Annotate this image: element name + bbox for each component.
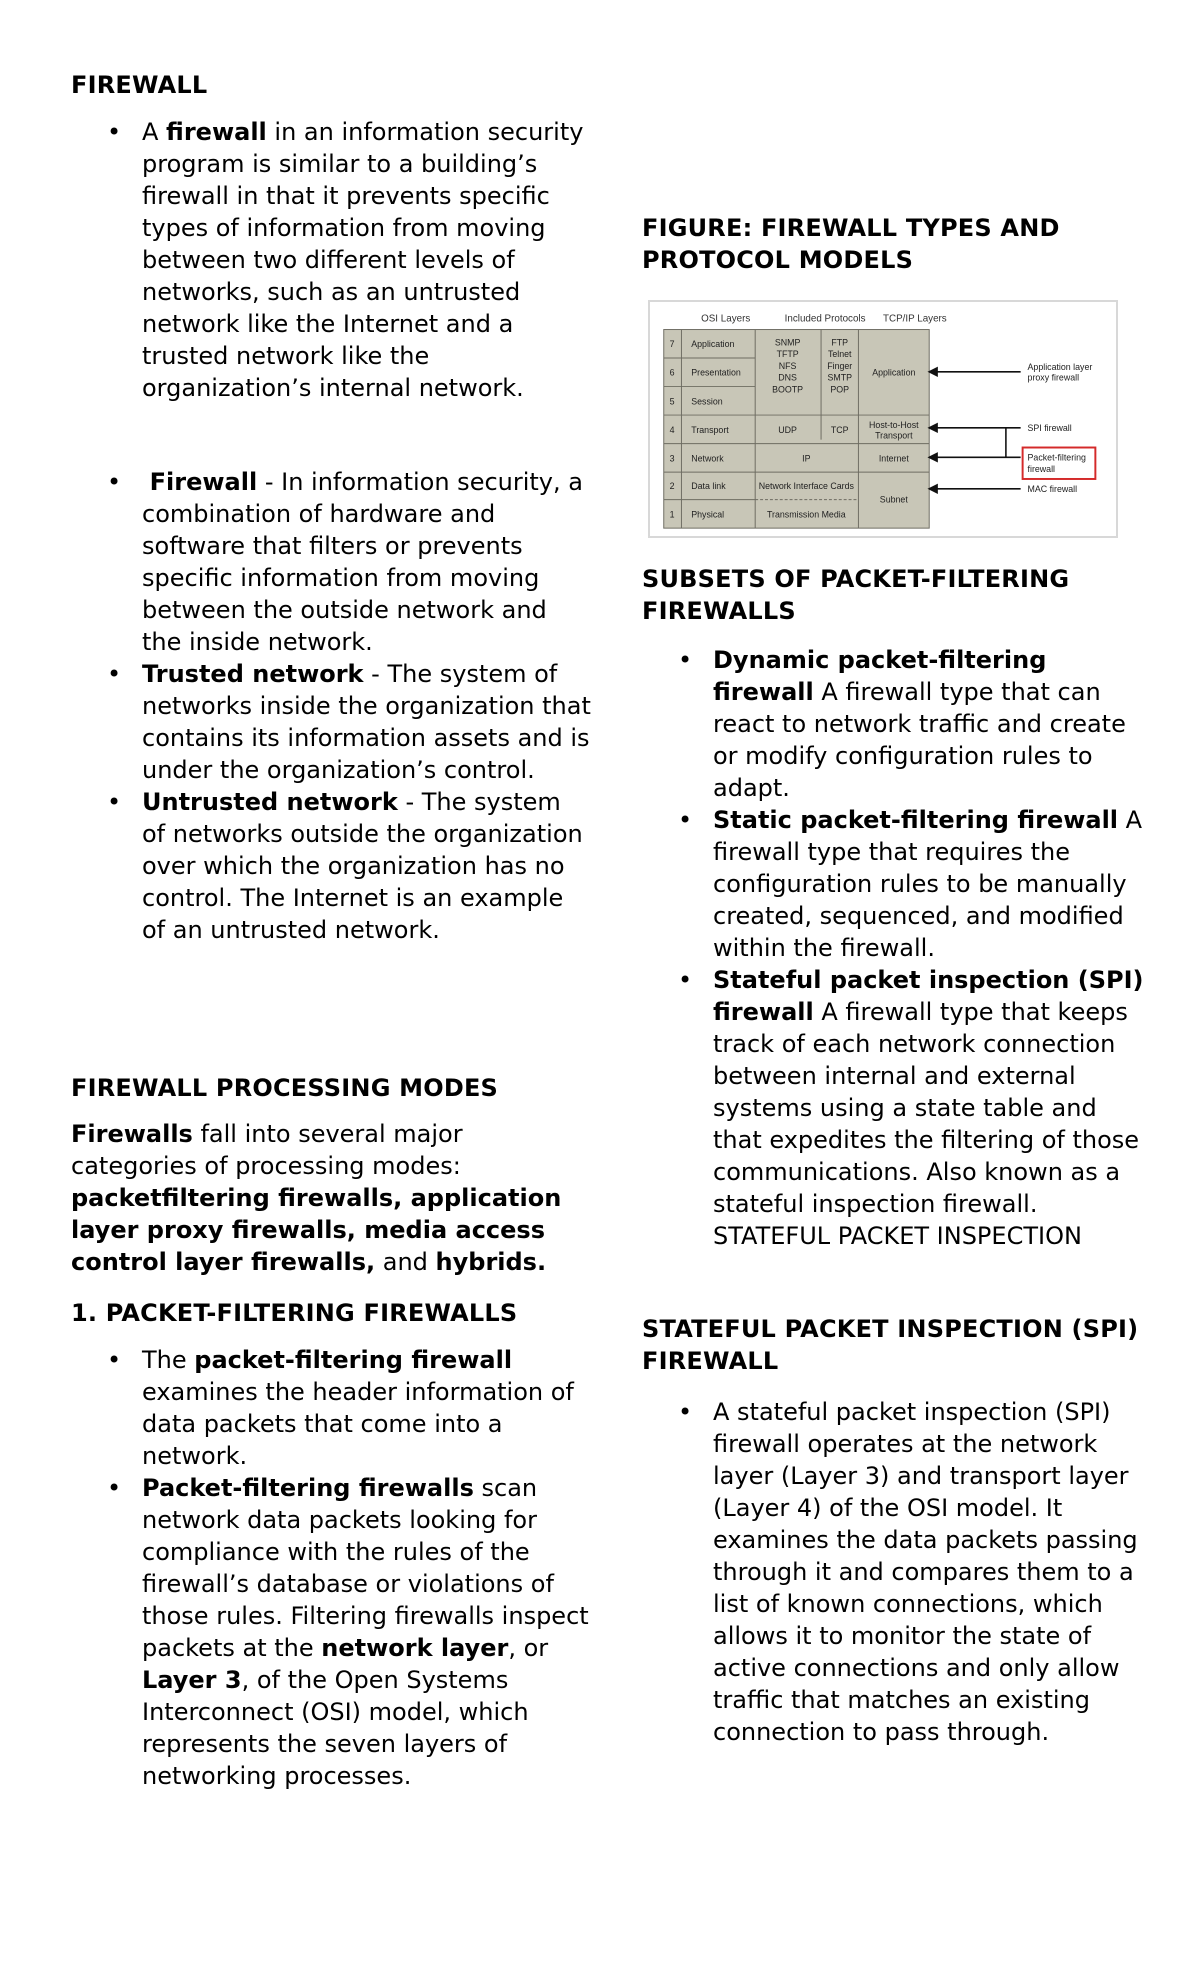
osi-layer-name: Session [691, 396, 723, 407]
protocol-label: Telnet [827, 349, 852, 360]
list-item: • Trusted network - The system of networks inside the organization that contains its information assets and is under the organization’s control. [71, 658, 591, 786]
label-packet-filtering-firewall: firewall [1027, 464, 1056, 475]
packet-filtering-list [71, 1344, 591, 1792]
list-item: • A stateful packet inspection (SPI) firewall operates at the network layer (Layer 3) and transport layer (Layer 4) of the OSI model. It examines the data packets passing through it and compares them to a list of known connections, which allows it to monitor the state of active connections and only allow traffic that matches an existing connection to pass through. [642, 1396, 1147, 1748]
protocol-label: FTP [831, 337, 849, 348]
subsets-list [642, 644, 1147, 1252]
osi-layer-name: Transport [691, 424, 729, 435]
protocol-label: NFS [778, 360, 797, 371]
heading-packet-filtering: 1. PACKET-FILTERING FIREWALLS [71, 1299, 518, 1327]
list-item: • Untrusted network - The system of networks outside the organization over which the organization has no control. The Internet is an example of an untrusted network. [71, 786, 591, 946]
protocol-label: SMTP [827, 372, 853, 383]
figure-heading: FIGURE: FIREWALL TYPES AND PROTOCOL MODELS [642, 214, 1060, 274]
firewall-definition-list [71, 116, 591, 404]
protocol-label: Finger [827, 360, 853, 371]
protocol-label: SNMP [774, 337, 801, 348]
list-item: • Firewall - In information security, a combination of hardware and software that filters or prevents specific information from moving between the outside network and the inside network. [71, 466, 591, 658]
tcpip-application: Application [872, 367, 916, 378]
osi-layer-number: 4 [669, 424, 675, 435]
protocol-label: TFTP [776, 349, 799, 360]
osi-layer-number: 7 [669, 339, 675, 350]
header-tcpip-layers: TCP/IP Layers [883, 313, 947, 325]
heading-processing-modes: FIREWALL PROCESSING MODES [71, 1074, 499, 1102]
label-app-proxy-firewall: Application layer [1027, 361, 1093, 372]
list-item: • Stateful packet inspection (SPI) firewall A firewall type that keeps track of each network connection between internal and external systems using a state table and that expedites the filtering of those communications. Also known as a stateful inspection firewall. STATEFUL PACKET INSPECTION [642, 964, 1147, 1252]
osi-layer-name: Application [691, 339, 735, 350]
heading-spi: STATEFUL PACKET INSPECTION (SPI) FIREWALL [642, 1315, 1139, 1375]
protocol-nic: Network Interface Cards [758, 480, 854, 491]
osi-layer-number: 3 [669, 453, 675, 464]
list-item: • Packet-filtering firewalls scan network data packets looking for compliance with the rules of the firewall’s database or violations of those rules. Filtering firewalls inspect packets at the network layer, or Layer 3, of the Open Systems Interconnect (OSI) model, which represents the seven layers of networking processes. [71, 1472, 591, 1792]
protocol-media: Transmission Media [766, 509, 846, 520]
protocol-udp: UDP [778, 424, 797, 435]
header-included-protocols: Included Protocols [784, 313, 866, 325]
header-osi-layers: OSI Layers [701, 313, 751, 325]
list-item: • Dynamic packet-filtering firewall A firewall type that can react to network traffic and create or modify configuration rules to adapt. [642, 644, 1147, 804]
protocol-ip: IP [802, 453, 811, 464]
tcpip-internet: Internet [878, 453, 909, 464]
osi-layer-name: Physical [691, 509, 725, 520]
processing-modes-paragraph: Firewalls fall into several major categories of processing modes: packetfiltering firewalls, application layer proxy firewalls, media access control layer firewalls, and hybrids. [71, 1120, 562, 1276]
list-item: • The packet-filtering firewall examines the header information of data packets that come into a network. [71, 1344, 591, 1472]
label-packet-filtering-firewall: Packet-filtering [1027, 452, 1086, 463]
list-item: • A firewall in an information security program is similar to a building’s firewall in that it prevents specific types of information from moving between two different levels of networks, such as an untrusted network like the Internet and a trusted network like the organization’s internal network. [71, 116, 591, 404]
heading-subsets: SUBSETS OF PACKET-FILTERING FIREWALLS [642, 565, 1070, 625]
tcpip-subnet: Subnet [879, 494, 908, 505]
osi-tcpip-diagram [650, 302, 1116, 536]
protocol-label: BOOTP [772, 384, 804, 395]
osi-layer-name: Presentation [691, 367, 741, 378]
label-mac-firewall: MAC firewall [1027, 483, 1078, 494]
protocol-label: DNS [778, 372, 797, 383]
firewall-terms-list [71, 466, 591, 946]
osi-layer-number: 6 [669, 367, 675, 378]
heading-firewall: FIREWALL [71, 71, 208, 99]
osi-layer-number: 1 [669, 509, 675, 520]
protocol-label: POP [830, 384, 850, 395]
firewall-types-figure [648, 300, 1118, 538]
osi-layer-number: 5 [669, 396, 675, 407]
protocol-tcp: TCP [830, 424, 849, 435]
label-spi-firewall: SPI firewall [1027, 422, 1072, 433]
label-app-proxy-firewall: proxy firewall [1027, 372, 1080, 383]
tcpip-transport: Transport [875, 430, 913, 441]
osi-layer-number: 2 [669, 480, 675, 491]
tcpip-transport: Host-to-Host [869, 419, 919, 430]
osi-layer-name: Network [691, 453, 724, 464]
spi-list [642, 1396, 1147, 1748]
osi-layer-name: Data link [691, 480, 726, 491]
list-item: • Static packet-filtering firewall A firewall type that requires the configuration rules to be manually created, sequenced, and modified within the firewall. [642, 804, 1147, 964]
